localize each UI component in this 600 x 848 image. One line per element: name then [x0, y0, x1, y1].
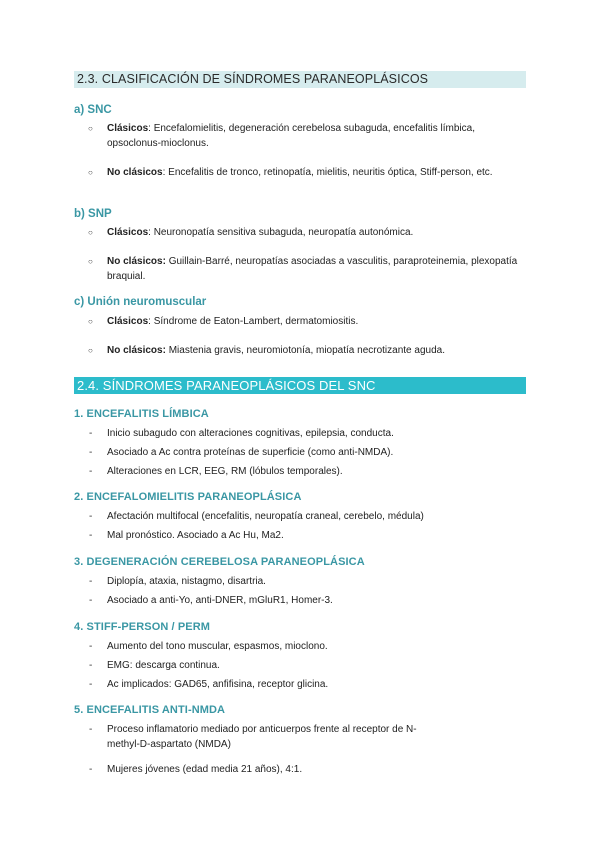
subsection-4-label: 4. STIFF-PERSON / PERM: [74, 621, 211, 633]
list-item: Clásicos: Síndrome de Eaton-Lambert, dermatomiositis.: [107, 316, 359, 327]
bullet-dash-icon: -: [89, 447, 93, 458]
bullet-dash-icon: -: [89, 576, 93, 587]
subsection-5-label: 5. ENCEFALITIS ANTI-NMDA: [74, 704, 226, 716]
list-item: Mujeres jóvenes (edad media 21 años), 4:1.: [107, 764, 303, 775]
bullet-dash-icon: -: [89, 428, 93, 439]
bullet-dash-icon: -: [89, 724, 93, 735]
list-item: Ac implicados: GAD65, anfifisina, receptor glicina.: [107, 679, 329, 690]
list-item: Proceso inflamatorio mediado por anticuerpos frente al receptor de N-methyl-D-aspartato (NMDA): [107, 724, 417, 750]
list-item: Inicio subagudo con alteraciones cognitivas, epilepsia, conducta.: [107, 428, 394, 439]
section-23-heading: 2.3. CLASIFICACIÓN DE SÍNDROMES PARANEOPLÁSICOS: [74, 71, 526, 88]
list-item: Asociado a anti-Yo, anti-DNER, mGluR1, Homer-3.: [107, 595, 333, 606]
bullet-dash-icon: -: [89, 641, 93, 652]
bullet-dash-icon: -: [89, 511, 93, 522]
list-item: Alteraciones en LCR, EEG, RM (lóbulos temporales).: [107, 466, 343, 477]
bullet-circle-icon: ○: [88, 317, 93, 326]
list-item: Mal pronóstico. Asociado a Ac Hu, Ma2.: [107, 530, 284, 541]
group-snc-label: a) SNC: [74, 104, 112, 116]
bullet-circle-icon: ○: [88, 257, 93, 266]
bullet-dash-icon: -: [89, 595, 93, 606]
group-snp-label: b) SNP: [74, 208, 112, 220]
bullet-dash-icon: -: [89, 679, 93, 690]
list-item: Asociado a Ac contra proteínas de superficie (como anti-NMDA).: [107, 447, 394, 458]
subsection-1-label: 1. ENCEFALITIS LÍMBICA: [74, 408, 209, 420]
list-item: No clásicos: Miastenia gravis, neuromiotonía, miopatía necrotizante aguda.: [107, 345, 445, 356]
subsection-2-label: 2. ENCEFALOMIELITIS PARANEOPLÁSICA: [74, 491, 302, 503]
list-item: EMG: descarga continua.: [107, 660, 220, 671]
bullet-dash-icon: -: [89, 530, 93, 541]
list-item: Clásicos: Encefalomielitis, degeneración cerebelosa subaguda, encefalitis límbica, opsoclonus-mioclonus.: [107, 123, 475, 149]
bullet-circle-icon: ○: [88, 346, 93, 355]
bullet-dash-icon: -: [89, 660, 93, 671]
list-item: Aumento del tono muscular, espasmos, mioclono.: [107, 641, 328, 652]
bullet-dash-icon: -: [89, 764, 93, 775]
bullet-circle-icon: ○: [88, 228, 93, 237]
bullet-dash-icon: -: [89, 466, 93, 477]
list-item: No clásicos: Encefalitis de tronco, retinopatía, mielitis, neuritis óptica, Stiff-person, etc.: [107, 167, 493, 178]
bullet-circle-icon: ○: [88, 168, 93, 177]
group-union-label: c) Unión neuromuscular: [74, 296, 207, 308]
subsection-3-label: 3. DEGENERACIÓN CEREBELOSA PARANEOPLÁSICA: [74, 556, 365, 568]
bullet-circle-icon: ○: [88, 124, 93, 133]
list-item: Afectación multifocal (encefalitis, neuropatía craneal, cerebelo, médula): [107, 511, 424, 522]
list-item: Clásicos: Neuronopatía sensitiva subaguda, neuropatía autonómica.: [107, 227, 414, 238]
list-item: Diplopía, ataxia, nistagmo, disartria.: [107, 576, 266, 587]
section-24-heading: 2.4. SÍNDROMES PARANEOPLÁSICOS DEL SNC: [74, 377, 526, 394]
list-item: No clásicos: Guillain-Barré, neuropatías asociadas a vasculitis, paraproteinemia, plexopatía braquial.: [107, 256, 518, 282]
